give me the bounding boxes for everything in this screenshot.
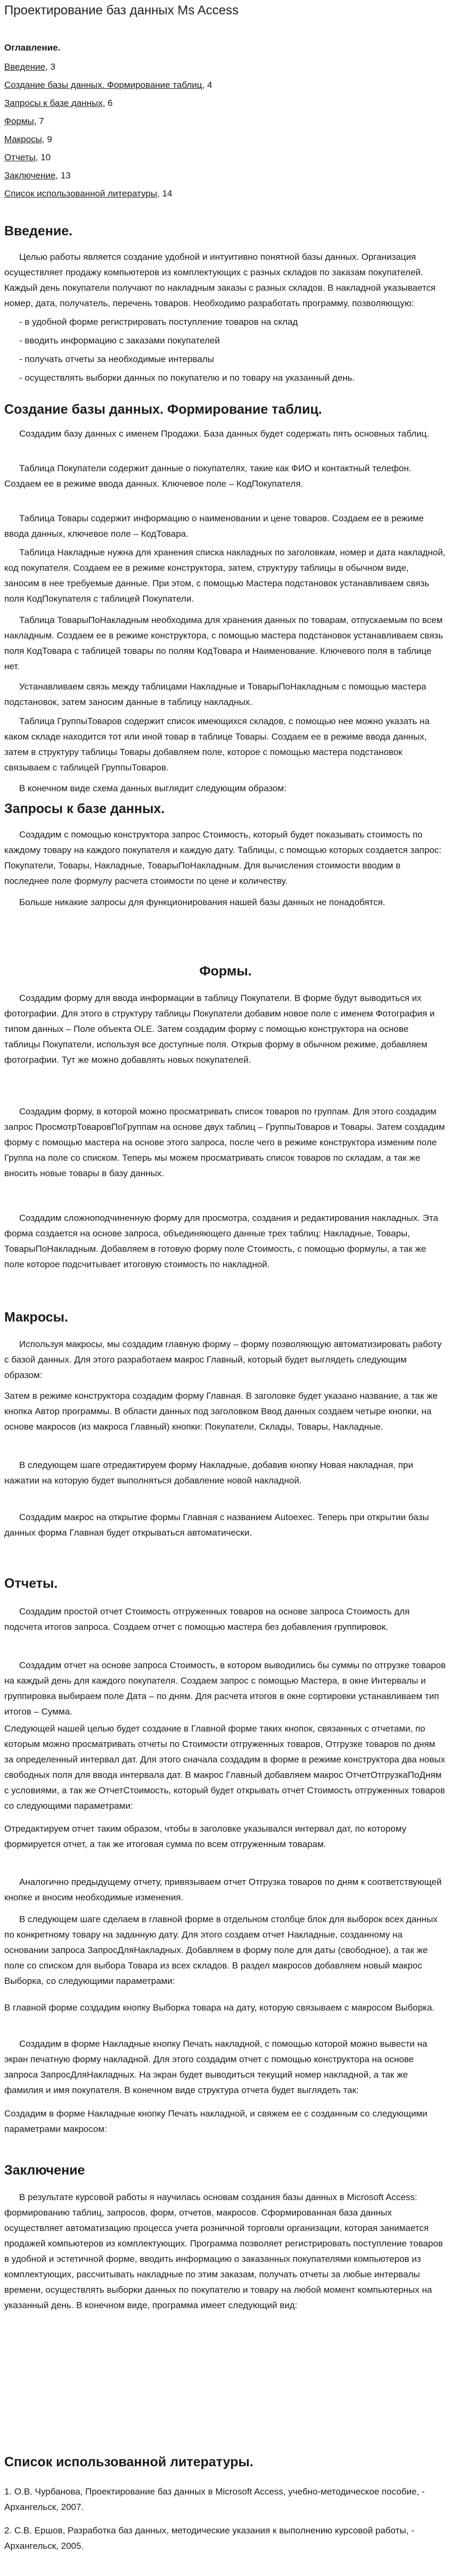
paragraph-text: Больше никакие запросы для функционирования нашей базы данных не понадобятся. [19,897,386,907]
paragraph-text: Создадим отчет на основе запроса Стоимость, в котором выводились бы суммы по отгрузке товаров на каждый день для каждого покупателя. Создаем запрос с помощью Мастера, в окне Интервалы и группировка выбираем поле Дата – по дням. Для расчета итогов в окне сортировки устанавливаем тип итогов – Сумма. [4,1660,446,1717]
toc-item-reports[interactable]: Отчеты, 10 [4,152,51,162]
paragraph-text: В следующем шаге сделаем в главной форме в отдельном столбце блок для выборок всех данных по конкретному товару на заданную дату. Для этого создаем отчет Накладные, созданному на основании запроса ЗапросДляНакладных. Добавляем в форму поле для даты (свободное), а так же поле со списком для выбора Товара из всех складов. В раздел макросов добавляем новый макрос Выборка, со следующими параметрами: [4,1914,438,1986]
toc-item-tables[interactable]: Создание базы данных. Формирование таблиц, 4 [4,80,212,90]
bullet-item: - получать отчеты за необходимые интервалы [19,354,214,364]
toc-item-intro[interactable]: Введение, 3 [4,62,55,72]
paragraph [4,1821,446,1852]
toc-item-conclusion[interactable]: Заключение, 13 [4,170,71,181]
paragraph [4,1210,446,1272]
paragraph-text: Создадим форму, в которой можно просматривать список товаров по группам. Для этого создадим запрос ПросмотрТоваровПоГруппам на основе двух таблиц – ГруппыТоваров и Товары. Затем создадим форму с помощью мастера на основе этого запроса, после чего в режиме конструктора изменим поле Группа на поле со списком. Теперь мы можем просматривать список товаров по складам, а так же вносить новые товары в базу данных. [4,1106,445,1178]
paragraph [4,895,446,910]
paragraph-text: Отредактируем отчет таким образом, чтобы в заголовке указывался интервал дат, по которому формируется отчет, а так же итоговая сумма по всем отгруженным товарам. [4,1824,407,1849]
paragraph-text: Создадим сложноподчиненную форму для просмотра, создания и редактирования накладных. Эта форма создается на основе запроса, объединяющего данные трех таблиц: Накладные, Товары, ТоварыПоНакладным. Добавляем в готовую форму поле Стоимость, с помощью формулы, а так же поле которое подсчитывает итоговую стоимость по накладной. [4,1213,438,1269]
toc-item-forms[interactable]: Формы, 7 [4,116,44,126]
paragraph [4,2189,446,2313]
section-heading-macros: Макросы. [4,1310,68,1325]
paragraph-text: Создадим с помощью конструктора запрос Стоимость, который будет показывать стоимость по каждому товару на каждого покупателя и каждую дату. Таблицы, с помощью которых создается запрос: Покупатели, Товары, Накладные, ТоварыПоНакладным. Для вычисления стоимости вводим в последнее поле формулу расчета стоимости по цене и количеству. [4,830,442,886]
paragraph [4,249,446,311]
paragraph-text: Используя макросы, мы создадим главную форму – форму позволяющую автоматизировать работу с базой данных. Для этого разработаем макрос Главный, который будет выглядеть следующим образом: [4,1339,442,1380]
paragraph [4,1658,446,1719]
section-heading-queries: Запросы к базе данных. [4,801,165,816]
toc-item-macros[interactable]: Макросы, 9 [4,134,52,144]
toc-heading: Оглавление. [4,43,61,53]
paragraph [4,2036,446,2098]
paragraph [4,1457,446,1488]
paragraph-text: В главной форме создадим кнопку Выборка товара на дату, которую связываем с макросом Выборка. [4,2003,435,2013]
paragraph-text: Таблица ГруппыТоваров содержит список имеющихся складов, с помощью нее можно указать на каком складе находится тот или иной товар в таблице Товары. Создаем ее в режиме ввода данных, затем в структуру таблицы Товары добавляем поле, которое с помощью мастера подстановок связываем с таблицей ГруппыТоваров. [4,716,430,773]
paragraph [4,1912,446,1989]
section-heading-conclusion: Заключение [4,2163,85,2178]
section-heading-tables: Создание базы данных. Формирование таблиц. [4,402,322,417]
toc-page: 4 [207,80,212,90]
paragraph [4,461,446,491]
paragraph [4,990,446,1068]
paragraph [4,545,446,606]
paragraph-text: В следующем шаге отредактируем форму Накладные, добавив кнопку Новая накладная, при нажатии на которую будет выполняться добавление новой накладной. [4,1460,413,1486]
paragraph [4,1509,446,1540]
toc-page: 14 [162,188,173,199]
section-heading-reports: Отчеты. [4,1576,58,1591]
paragraph [4,426,446,441]
toc-link[interactable]: Заключение [4,170,56,181]
paragraph-text: Таблица Накладные нужна для хранения списка накладных по заголовкам, номер и дата накладной, код покупателя. Создаем ее в режиме конструктора, затем, структуру таблицы в обычном виде, заносим в нее требуемые данные. При этом, с помощью Мастера подстановок устанавливаем связь поля КодПокупателя с таблицей Покупатели. [4,547,446,604]
paragraph [4,827,446,889]
paragraph-text: Создадим простой отчет Стоимость отгруженных товаров на основе запроса Стоимость для подсчета итогов запроса. Создаем отчет с помощью мастера без добавления группировок. [4,1606,410,1632]
toc-link[interactable]: Запросы к базе данных [4,98,103,108]
toc-page: 10 [40,152,51,162]
paragraph-text: Создадим базу данных с именем Продажи. База данных будет содержать пять основных таблиц. [19,429,430,439]
toc-link[interactable]: Формы [4,116,34,126]
paragraph [4,2106,446,2137]
paragraph-text: В конечном виде схема данных выглядит следующим образом: [19,783,286,793]
paragraph [4,1604,446,1635]
paragraph-text: Таблица Товары содержит информацию о наименовании и цене товаров. Создаем ее в режиме ввода данных, ключевое поле – КодТовара. [4,513,424,539]
paragraph-text: Создадим макрос на открытие формы Главная с названием Autoexec. Теперь при открытии базы данных форма Главная будет открываться автоматически. [4,1512,429,1538]
toc-link[interactable]: Создание базы данных. Формирование таблиц [4,80,202,90]
paragraph [4,679,446,710]
paragraph-text: Целью работы является создание удобной и интуитивно понятной базы данных. Организация осуществляет продажу компьютеров из комплектующих с разных складов по заказам покупателей. Каждый день покупатели получают по накладным заказы с разных складов. В накладной указывается номер, дата, получатель, перечень товаров. Необходимо разработать программу, позволяющую: [4,252,436,308]
bullet-item: - осуществлять выборки данных по покупателю и по товару на указанный день. [19,373,355,383]
paragraph-text: Следующей нашей целью будет создание в Главной форме таких кнопок, связанных с отчетами, по которым можно просматривать отчеты по Стоимости отгруженных товаров, Отгрузке товаров по дням за определенный интервал дат. Для этого сначала создадим в форме в режиме конструктора два новых свободных поля для ввода интервала дат. В макрос Главный добавляем макрос ОтчетОтгрузкаПоДням с условиями, а так же ОтчетСтоимость, который будет открывать отчет Стоимость отгруженных товаров со следующими параметрами: [4,1724,445,1811]
paragraph-text: Создадим в форме Накладные кнопку Печать накладной, с помощью которой можно вывести на экран печатную форму накладной. Для этого создадим отчет с помощью конструктора на основе запроса ЗапросДляНакладных. На экран будет выводиться текущий номер накладной, а так же фамилия и имя покупателя. В конечном виде структура отчета будет выглядеть так: [4,2039,428,2095]
paragraph [4,1721,446,1814]
toc-item-refs[interactable]: Список использованной литературы, 14 [4,188,173,199]
toc-link[interactable]: Макросы [4,134,42,144]
toc-link[interactable]: Список использованной литературы [4,188,158,199]
paragraph-text: Затем в режиме конструктора создадим форму Главная. В заголовке будет указано название, а так же кнопка Автор программы. В области данных под заголовком Ввод данных создаем четыре кнопки, на основе макросов (из макроса Главный) кнопки: Покупатели, Склады, Товары, Накладные. [4,1391,438,1432]
paragraph-text: Создадим в форме Накладные кнопку Печать накладной, и свяжем ее с созданным со следующими параметрами макросом: [4,2109,428,2134]
paragraph [4,612,446,674]
toc-page: 9 [47,134,52,144]
bullet-item: - вводить информацию с заказами покупателей [19,335,220,346]
bullet-item: - в удобной форме регистрировать поступление товаров на склад [19,317,298,327]
paragraph-text: В результате курсовой работы я научилась основам создания базы данных в Microsoft Access: формированию таблиц, запросов, форм, отчетов, макросов. Сформированная база данных осуществляет автоматизацию процесса учета розничной торговли организации, которая занимается продажей компьютеров из комплектующих. Программа позволяет регистрировать поступление товаров в удобной и эстетичной форме, вводить информацию о заказанных покупателями компьютеров из комплектующих, рассчитывать накладные по этим заказам, получать отчеты за любые интервалы времени, осуществлять выборки данных по покупателю и товару на любой момент компьютерных на указанный день. В конечном виде, программа имеет следующий вид: [4,2192,443,2310]
toc-item-queries[interactable]: Запросы к базе данных, 6 [4,98,113,108]
toc-link[interactable]: Введение [4,62,45,72]
paragraph-text: Таблица ТоварыПоНакладным необходима для хранения данных по товарам, отпускаемым по всем накладным. Создаем ее в режиме конструктора, с помощью мастера подстановок устанавливаем связь поля КодТовара с таблицей товары по полям КодТовара и Наименование. Ключевого поля в таблице нет. [4,615,443,671]
paragraph-text: Устанавливаем связь между таблицами Накладные и ТоварыПоНакладным с помощью мастера подстановок, затем заносим данные в таблицу накладных. [4,682,427,707]
paragraph [4,781,446,796]
paragraph [4,1874,446,1905]
toc-link[interactable]: Отчеты [4,152,36,162]
toc-page: 7 [39,116,44,126]
section-heading-forms: Формы. [199,964,252,979]
section-heading-refs: Список использованной литературы. [4,2455,253,2470]
paragraph [4,1388,446,1434]
paragraph-text: Таблица Покупатели содержит данные о покупателях, такие как ФИО и контактный телефон. Создаем ее в режиме ввода данных. Ключевое поле – КодПокупателя. [4,463,412,489]
paragraph [4,1336,446,1383]
toc-page: 6 [108,98,113,108]
reference-item: 1. О.В. Чурбанова, Проектирование баз данных в Microsoft Access, учебно-методическое пособие, - Архангельск, 2007. [4,2487,425,2512]
paragraph [4,511,446,542]
paragraph-text: Аналогично предыдущему отчету, привязываем отчет Отгрузка товаров по дням к соответствующей кнопке и вносим необходимые изменения. [4,1877,442,1902]
reference-item: 2. С.В. Ершов, Разработка баз данных, методические указания к выполнению курсовой работы, - Архангельск, 2005. [4,2525,414,2551]
page-title: Проектирование баз данных Ms Access [4,3,239,18]
paragraph [4,1104,446,1181]
section-heading-intro: Введение. [4,224,73,239]
toc-page: 13 [60,170,71,181]
paragraph [4,2000,446,2015]
paragraph [4,713,446,775]
toc-page: 3 [50,62,55,72]
paragraph-text: Создадим форму для ввода информации в таблицу Покупатели. В форме будут выводиться их фотографии. Для этого в структуру таблицы Покупатели добавим новое поле с именем Фотография и типом данных – Поле объекта OLE. Затем создадим форму с помощью конструктора на основе таблицы Покупатели, используя все доступные поля. Открыв форму в обычном режиме, добавляем фотографии. Тут же можно добавлять новых покупателей. [4,993,435,1065]
